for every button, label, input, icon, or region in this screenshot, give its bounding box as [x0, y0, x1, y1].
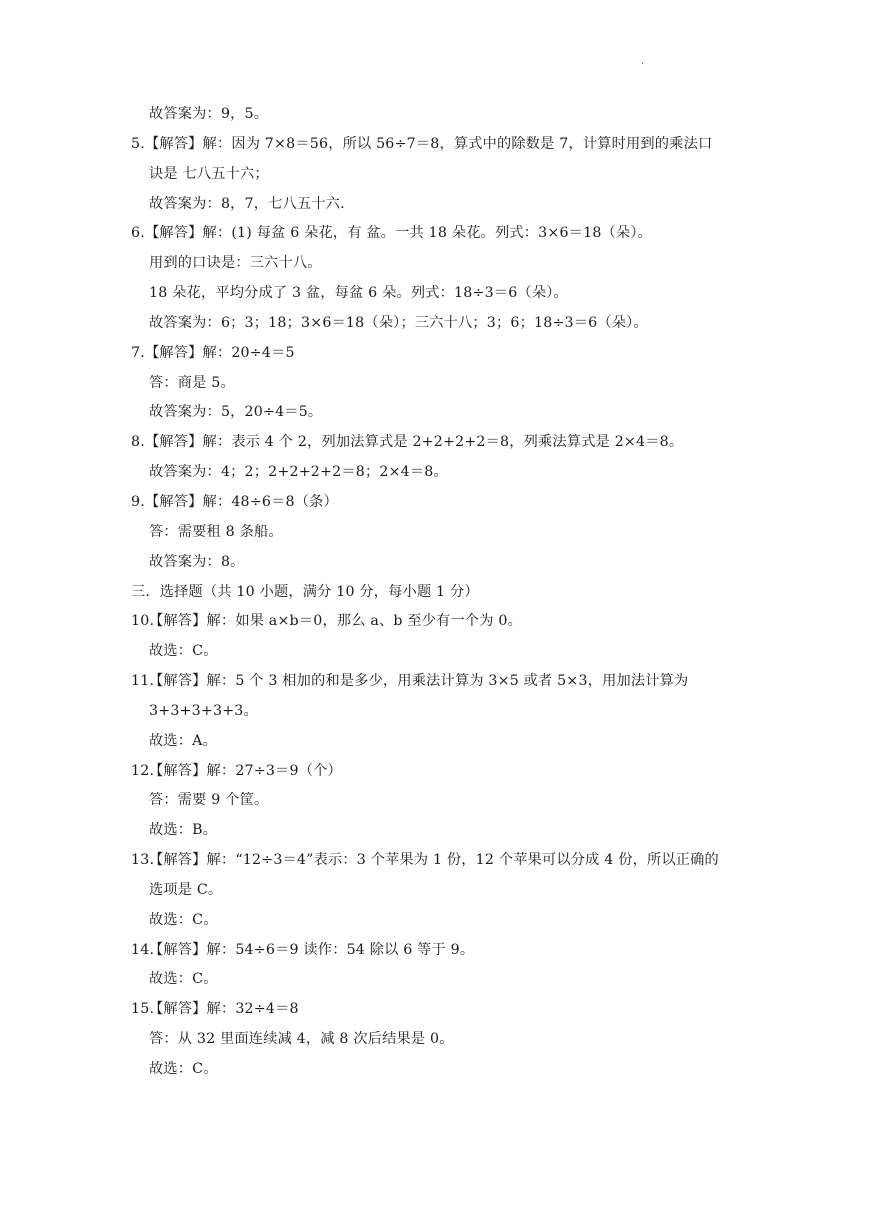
- answer-text: 诀是 七八五十六；: [149, 165, 269, 182]
- question-answer-line: [0, 846, 869, 876]
- answer-continuation-line: [0, 160, 869, 190]
- question-number: 13.: [131, 852, 155, 869]
- question-number: 7.: [131, 344, 145, 361]
- answer-continuation-line: [0, 249, 869, 279]
- question-number: 6.: [131, 225, 145, 242]
- answer-continuation-line: [0, 458, 869, 488]
- answer-text: 用到的口诀是：三六十八。: [149, 255, 322, 272]
- question-answer-line: [0, 219, 869, 249]
- answer-continuation-line: [0, 100, 869, 130]
- answer-continuation-line: [0, 1055, 869, 1085]
- answer-text: 故选：B。: [149, 822, 218, 839]
- answer-text: 答：需要 9 个筐。: [149, 792, 269, 809]
- answer-text: 【解答】解：32÷4＝8: [149, 1001, 299, 1018]
- question-answer-line: [0, 428, 869, 458]
- answer-text: 答：商是 5。: [149, 374, 235, 391]
- answer-continuation-line: [0, 518, 869, 548]
- answer-continuation-line: [0, 369, 869, 399]
- answer-text: 故选：C。: [149, 911, 218, 928]
- answer-text: 3+3+3+3+3。: [149, 702, 258, 719]
- question-answer-line: [0, 607, 869, 637]
- answer-text: 【解答】解：5 个 3 相加的和是多少，用乘法计算为 3×5 或者 5×3，用加法计算为: [149, 673, 689, 690]
- question-number: 15.: [131, 1001, 155, 1018]
- answer-text: 答：需要租 8 条船。: [149, 523, 283, 540]
- answer-text: 故答案为：8，7，七八五十六.: [149, 195, 345, 212]
- answer-text: 故选：A。: [149, 732, 217, 749]
- answer-continuation-line: [0, 786, 869, 816]
- answer-continuation-line: [0, 965, 869, 995]
- question-answer-line: [0, 488, 869, 518]
- answer-text: 【解答】解：(1) 每盆 6 朵花，有 盆。一共 18 朵花。列式：3×6＝18（朵）。: [145, 225, 652, 242]
- answer-continuation-line: [0, 398, 869, 428]
- answer-content: [0, 100, 869, 1085]
- question-number: 8.: [131, 434, 145, 451]
- answer-text: 【解答】解：48÷6＝8（条）: [145, 493, 338, 510]
- answer-text: 答：从 32 里面连续减 4，减 8 次后结果是 0。: [149, 1031, 454, 1048]
- answer-text: 【解答】解：表示 4 个 2，列加法算式是 2+2+2+2＝8，列乘法算式是 2×4＝8。: [145, 434, 684, 451]
- answer-continuation-line: [0, 309, 869, 339]
- answer-continuation-line: [0, 816, 869, 846]
- answer-text: 【解答】解：“12÷3＝4”表示：3 个苹果为 1 份，12 个苹果可以分成 4 份，所以正确的: [149, 852, 719, 869]
- question-answer-line: [0, 339, 869, 369]
- answer-text: 【解答】解：如果 a×b＝0，那么 a、b 至少有一个为 0。: [149, 613, 523, 630]
- answer-continuation-line: [0, 727, 869, 757]
- answer-continuation-line: [0, 279, 869, 309]
- answer-text: 【解答】解：因为 7×8＝56，所以 56÷7＝8，算式中的除数是 7，计算时用到的乘法口: [145, 135, 713, 152]
- answer-text: 故选：C。: [149, 971, 218, 988]
- question-number: 12.: [131, 762, 155, 779]
- answer-text: 故答案为：6；3；18；3×6＝18（朵）；三六十八；3；6；18÷3＝6（朵）。: [149, 314, 648, 331]
- answer-text: 选项是 C。: [149, 881, 223, 898]
- question-number: 10.: [131, 613, 155, 630]
- answer-text: 故选：C。: [149, 643, 218, 660]
- answer-text: 【解答】解：27÷3＝9（个）: [149, 762, 342, 779]
- question-answer-line: [0, 130, 869, 160]
- page-marker-dot: .: [641, 56, 645, 67]
- answer-continuation-line: [0, 548, 869, 578]
- answer-continuation-line: [0, 697, 869, 727]
- question-answer-line: [0, 757, 869, 787]
- answer-text: 故选：C。: [149, 1061, 218, 1077]
- question-answer-line: [0, 995, 869, 1025]
- section-heading: [0, 578, 869, 608]
- answer-text: 【解答】解：54÷6＝9 读作：54 除以 6 等于 9。: [149, 941, 475, 958]
- answer-text: 【解答】解：20÷4＝5: [145, 344, 295, 361]
- answer-continuation-line: [0, 637, 869, 667]
- section-title: 三．选择题（共 10 小题，满分 10 分，每小题 1 分）: [131, 583, 479, 600]
- answer-text: 故答案为：5，20÷4＝5。: [149, 404, 323, 421]
- answer-text: 故答案为：8。: [149, 553, 245, 570]
- question-number: 9.: [131, 493, 145, 510]
- answer-continuation-line: [0, 190, 869, 220]
- answer-text: 故答案为：9，5。: [149, 106, 269, 122]
- answer-continuation-line: [0, 1025, 869, 1055]
- answer-text: 故答案为：4；2；2+2+2+2＝8；2×4＝8。: [149, 464, 448, 481]
- question-number: 5.: [131, 135, 145, 152]
- answer-text: 18 朵花，平均分成了 3 盆，每盆 6 朵。列式：18÷3＝6（朵）。: [149, 285, 568, 302]
- answer-continuation-line: [0, 876, 869, 906]
- question-number: 14.: [131, 941, 155, 958]
- question-answer-line: [0, 667, 869, 697]
- question-answer-line: [0, 936, 869, 966]
- answer-continuation-line: [0, 906, 869, 936]
- question-number: 11.: [131, 673, 155, 690]
